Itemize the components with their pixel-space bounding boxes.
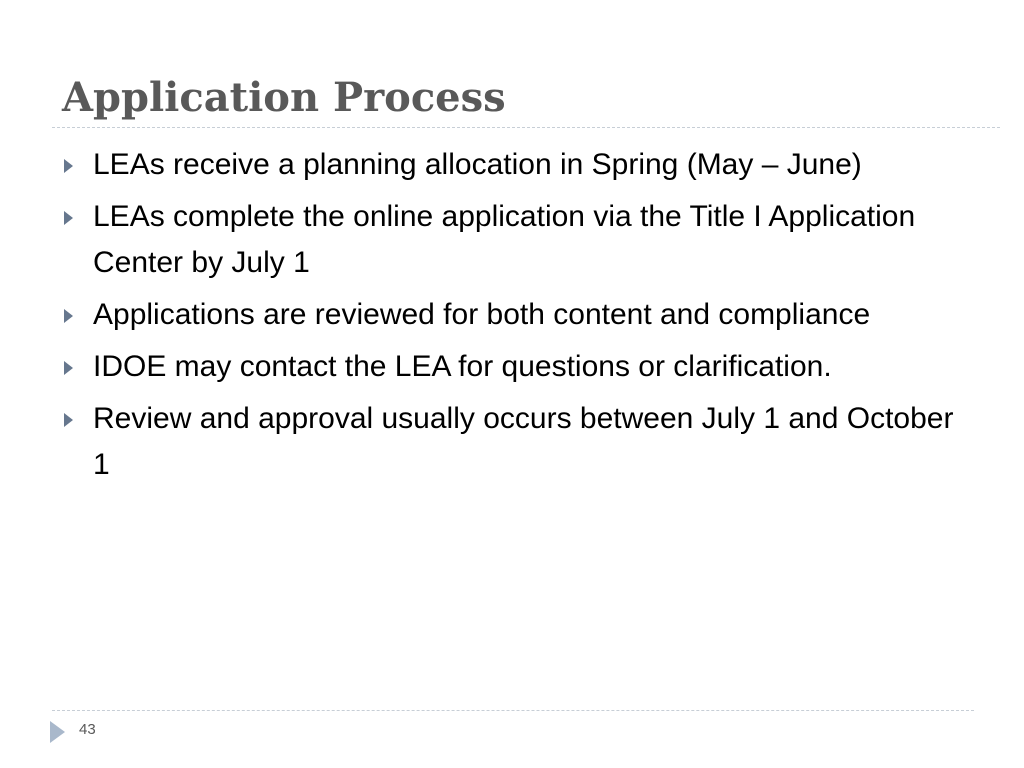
bullet-item bbox=[60, 344, 960, 390]
triangle-bullet-icon bbox=[64, 159, 73, 173]
bullet-text: IDOE may contact the LEA for questions or clarification. bbox=[93, 350, 832, 383]
footer-divider bbox=[52, 710, 974, 711]
bullet-item bbox=[60, 292, 960, 338]
bullet-text: LEAs receive a planning allocation in Spring (May – June) bbox=[93, 148, 862, 181]
bullet-item bbox=[60, 194, 960, 286]
slide-title: Application Process bbox=[62, 74, 506, 121]
bullet-text: Review and approval usually occurs between July 1 and October 1 bbox=[93, 402, 954, 481]
bullet-text: LEAs complete the online application via the Title I Application Center by July 1 bbox=[93, 200, 916, 279]
triangle-bullet-icon bbox=[64, 211, 73, 225]
bullet-item bbox=[60, 396, 960, 488]
title-divider bbox=[52, 127, 1000, 128]
page-number: 43 bbox=[79, 721, 96, 738]
triangle-bullet-icon bbox=[64, 309, 73, 323]
footer-triangle-icon bbox=[50, 721, 65, 743]
triangle-bullet-icon bbox=[64, 361, 73, 375]
triangle-bullet-icon bbox=[64, 413, 73, 427]
bullet-list bbox=[60, 142, 960, 494]
bullet-item bbox=[60, 142, 960, 188]
bullet-text: Applications are reviewed for both content and compliance bbox=[93, 298, 871, 331]
